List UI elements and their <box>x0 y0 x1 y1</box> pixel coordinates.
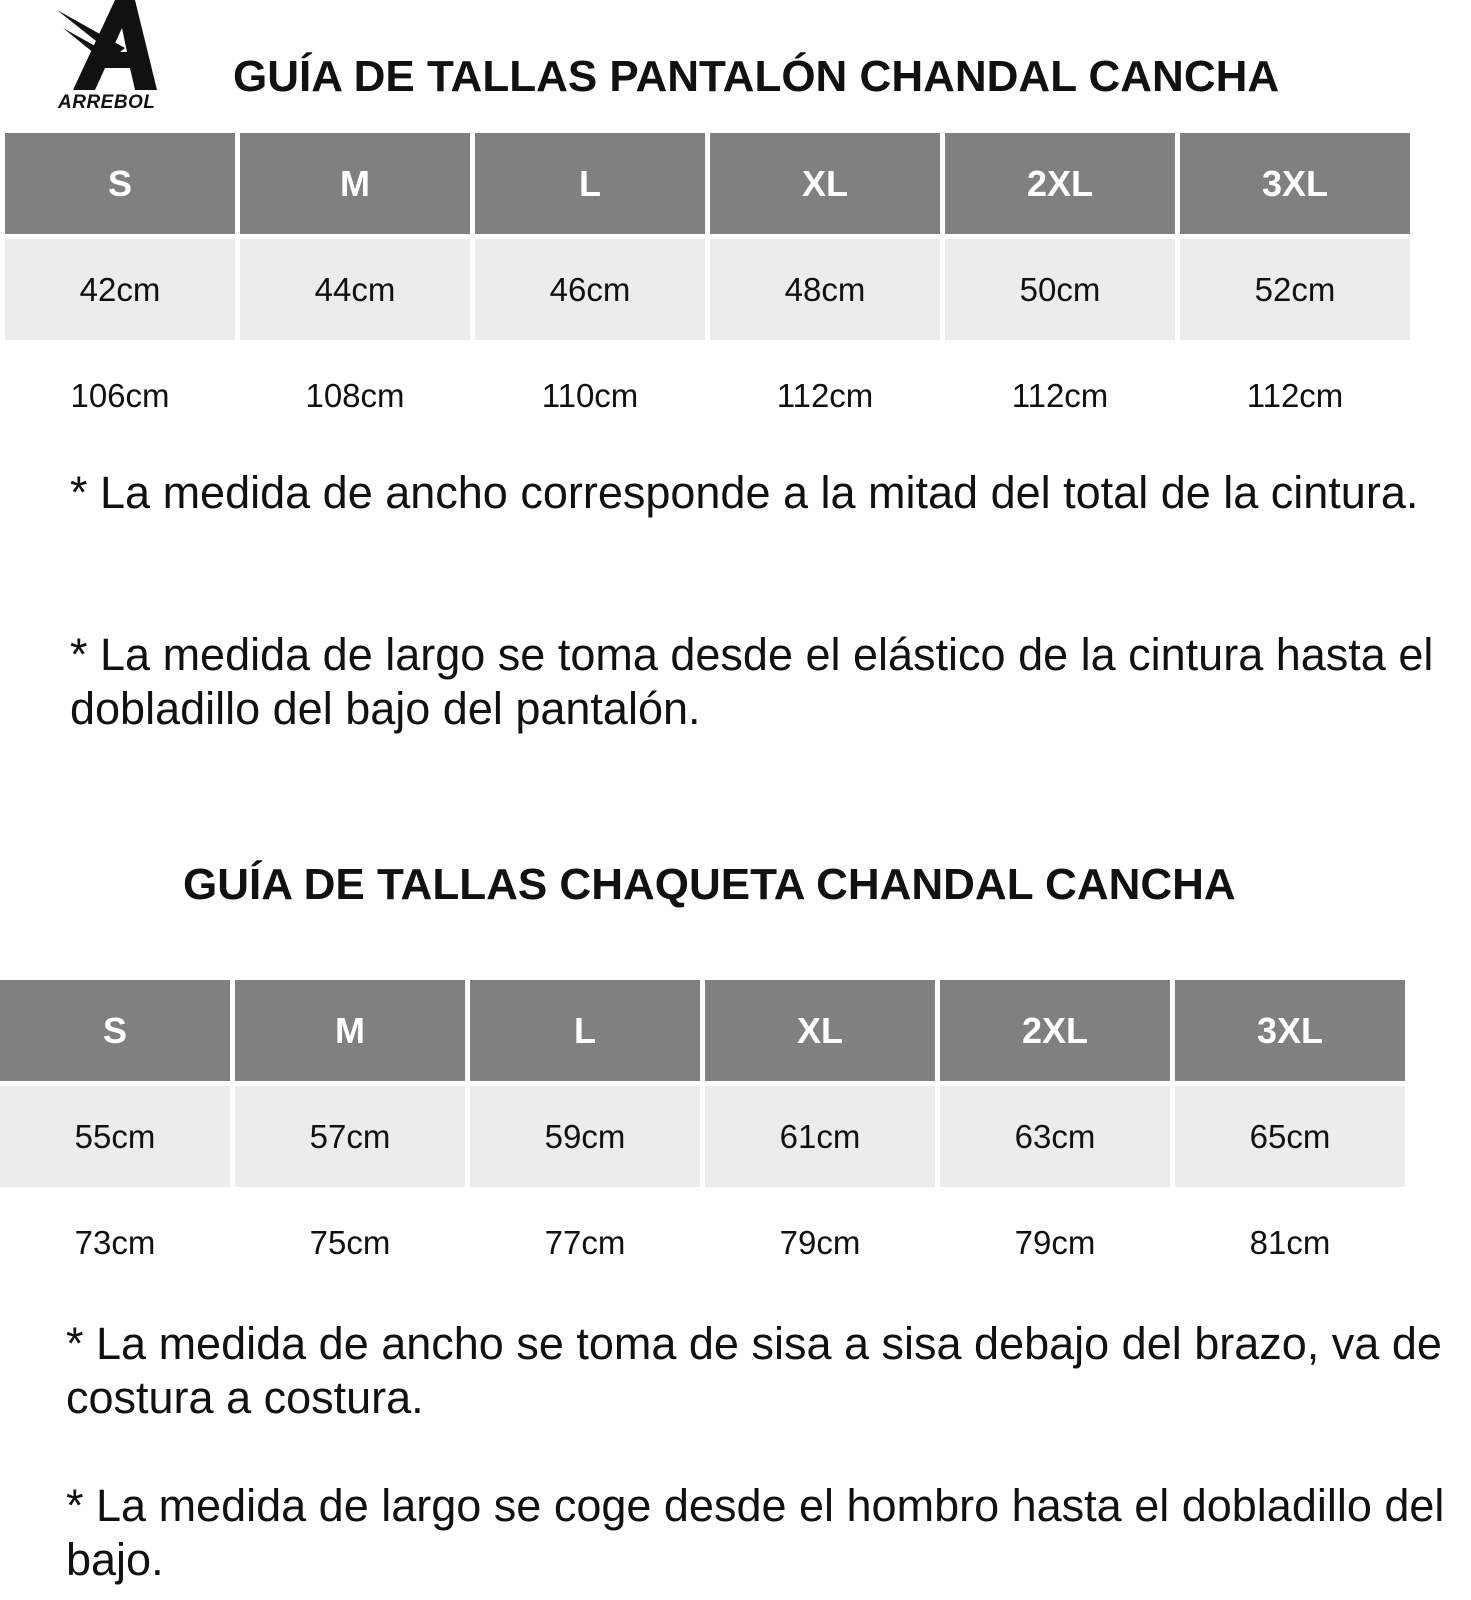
size-header: 3XL <box>1180 133 1410 234</box>
size-header: M <box>240 133 470 234</box>
width-cell: 42cm <box>5 239 235 340</box>
size-header: 2XL <box>945 133 1175 234</box>
length-cell: 79cm <box>940 1192 1170 1293</box>
length-cell: 112cm <box>710 345 940 446</box>
pants-length-note: * La medida de largo se toma desde el elástico de la cintura hasta el dobladillo del bajo del pantalón. <box>70 629 1446 734</box>
width-cell: 63cm <box>940 1086 1170 1187</box>
width-cell: 46cm <box>475 239 705 340</box>
table-row <box>0 1086 1405 1187</box>
width-cell: 57cm <box>235 1086 465 1187</box>
length-cell: 108cm <box>240 345 470 446</box>
size-header: S <box>0 980 230 1081</box>
table-row <box>5 239 1410 340</box>
length-cell: 81cm <box>1175 1192 1405 1293</box>
header-row <box>5 133 1410 234</box>
width-cell: 55cm <box>0 1086 230 1187</box>
length-cell: 110cm <box>475 345 705 446</box>
size-header: L <box>475 133 705 234</box>
brand-name: ARREBOL <box>58 92 156 113</box>
width-cell: 65cm <box>1175 1086 1405 1187</box>
width-cell: 59cm <box>470 1086 700 1187</box>
header-row <box>0 980 1405 1081</box>
width-cell: 44cm <box>240 239 470 340</box>
width-cell: 48cm <box>710 239 940 340</box>
jacket-length-note: * La medida de largo se coge desde el hombro hasta el dobladillo del bajo. <box>66 1480 1457 1585</box>
size-header: XL <box>710 133 940 234</box>
table-row <box>5 345 1410 446</box>
table-row <box>0 1192 1405 1293</box>
length-cell: 79cm <box>705 1192 935 1293</box>
arrebol-a-logo-icon <box>55 0 170 95</box>
length-cell: 112cm <box>1180 345 1410 446</box>
jacket-width-note: * La medida de ancho se toma de sisa a sisa debajo del brazo, va de costura a costura. <box>66 1318 1455 1423</box>
length-cell: 112cm <box>945 345 1175 446</box>
size-header: 3XL <box>1175 980 1405 1081</box>
length-cell: 73cm <box>0 1192 230 1293</box>
jacket-size-table <box>0 975 1410 1298</box>
length-cell: 106cm <box>5 345 235 446</box>
jacket-title: GUÍA DE TALLAS CHAQUETA CHANDAL CANCHA <box>183 860 1236 909</box>
width-cell: 52cm <box>1180 239 1410 340</box>
pants-title: GUÍA DE TALLAS PANTALÓN CHANDAL CANCHA <box>233 52 1280 101</box>
pants-size-table <box>0 128 1415 451</box>
width-cell: 50cm <box>945 239 1175 340</box>
length-cell: 77cm <box>470 1192 700 1293</box>
pants-width-note: * La medida de ancho corresponde a la mitad del total de la cintura. <box>70 467 1419 518</box>
size-header: 2XL <box>940 980 1170 1081</box>
size-header: M <box>235 980 465 1081</box>
size-header: S <box>5 133 235 234</box>
size-header: XL <box>705 980 935 1081</box>
size-header: L <box>470 980 700 1081</box>
brand-logo <box>55 0 170 118</box>
width-cell: 61cm <box>705 1086 935 1187</box>
length-cell: 75cm <box>235 1192 465 1293</box>
